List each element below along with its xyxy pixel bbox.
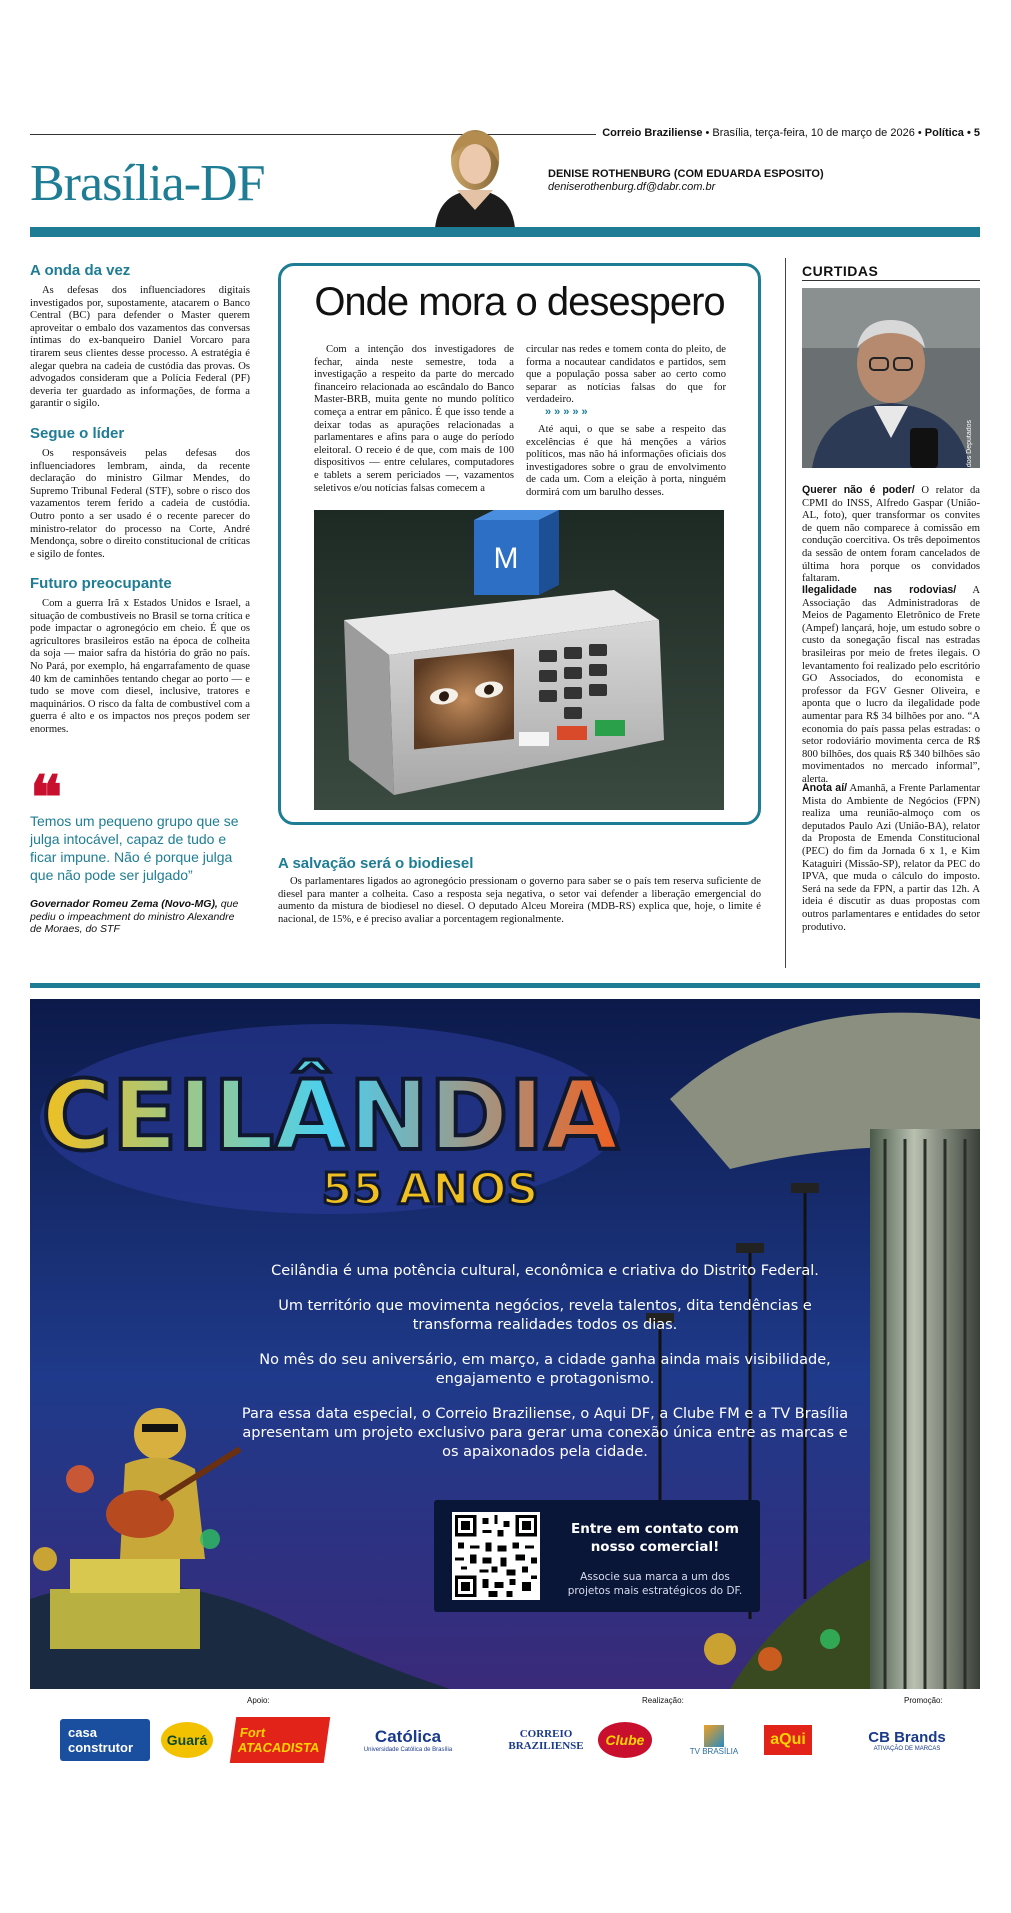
ad-paragraph-2: Um território que movimenta negócios, revela talentos, dita tendências e transforma realidades todos os dias. <box>278 1298 812 1333</box>
main-story-col2b: Até aqui, o que se sabe a respeito das excelências é que há menções a vários políticos, mas não há informações oficiais dos investigadores sobre o grau de envolvimento de cada um. Com a eleição à porta, ninguém dormirá com um barulho desses. <box>526 424 726 498</box>
quote-context: que pediu o impeachment do ministro Alexandre de Moraes, do STF <box>30 898 239 935</box>
logo-clube-text: Clube <box>598 1722 653 1758</box>
note-anota-text: Amanhã, a Frente Parlamentar Mista do Ambiente de Negócios (FPN) realiza uma reunião-almoço com os deputados Paulo Azi (União-BA), relator da Proposta de Emenda Constitucional (PEC) do fim da Jornada 6 x 1, e Kim Kataguiri (Missão-SP), relator da PEC do IPVA, que muda o cálculo do imposto. Será na sede da FPN, a partir das 12h. A ideia é discutir as duas propostas com outros parlamentares e entidades do setor produtivo. <box>802 783 980 933</box>
logo-fort[interactable] <box>236 1718 324 1762</box>
columnist-email[interactable]: deniserothenburg.df@dabr.com.br <box>548 181 716 193</box>
logo-cb-sub: ATIVAÇÃO DE MARCAS <box>873 1745 941 1752</box>
note-querer-head: Querer não é poder/ <box>802 484 915 496</box>
note-ilegalidade-head: Ilegalidade nas rodovias/ <box>802 584 957 596</box>
biodiesel-body: Os parlamentares ligados ao agronegócio pressionam o governo para saber se o país tem reserva suficiente de diesel para manter a colheita. Caso a resposta seja negativa, o setor vai defender a liberação emergencial do aumento da mistura de biodiesel no diesel. O deputado Alceu Moreira (MDB-RS) explica que, hoje, o limite é nacional, de 15%, e é preciso avaliar a porcentagem regionalmente. <box>278 876 761 925</box>
tv-brasilia-icon <box>704 1725 724 1747</box>
main-headline: Onde mora o desespero <box>314 280 725 324</box>
note-ilegalidade-text: A Associação das Administradoras de Meios de Pagamento Eletrônico de Frete (Ampef) lançará, hoje, um estudo sobre o custo da sonegação fiscal nas estradas brasileiras por meio de fretes ilegais. O levantamento foi realizado pelo escritório GO Associados, do economista e professor da FGV Gesner Oliveira, e aponta que o lucro da ilegalidade pode aumentar para R$ 34 bilhões por ano. “A economia do país passa pelas estradas: o setor rodoviário movimenta cerca de R$ 800 bilhões, dos quais R$ 340 bilhões são movimentados no mercado informal”, alerta. <box>802 585 980 785</box>
contact-title: Entre em contato com nosso comercial! <box>571 1521 739 1555</box>
ad-copy <box>240 1262 850 1478</box>
contact-subtitle: Associe sua marca a um dos projetos mais estratégicos do DF. <box>567 1571 743 1597</box>
logo-casa-construtor[interactable] <box>60 1718 150 1762</box>
note-querer <box>802 484 980 586</box>
logo-guara-text: Guará <box>161 1722 213 1758</box>
curtidas-title: CURTIDAS <box>802 263 879 279</box>
ad-paragraph-3: No mês do seu aniversário, em março, a cidade ganha ainda mais visibilidade, engajamento e protagonismo. <box>259 1352 831 1387</box>
note-heading-futuro: Futuro preocupante <box>30 575 172 592</box>
logo-catolica[interactable] <box>356 1718 460 1762</box>
logo-cb-brands[interactable] <box>860 1718 954 1762</box>
note-body-segue: Os responsáveis pelas defesas dos influenciadores lembram, ainda, da recente declaração do ministro Gilmar Mendes, do Supremo Tribunal Federal (STF), sobre o risco dos vazamentos terem ferido a cadeia de custódia. Outro ponto a ser usado é o recente parecer do ministro-relator do processo na Corte, André Mendonça, sobre o direito constitucional de críticas e sigilo de fontes. <box>30 448 250 560</box>
note-anota-head: Anota aí/ <box>802 782 848 794</box>
columnist-name: DENISE ROTHENBURG (COM EDUARDA ESPOSITO) <box>548 168 824 180</box>
columnist-photo <box>415 120 535 228</box>
note-body-onda: As defesas dos influenciadores digitais investigados por, supostamente, atacarem o Banco Central (BC) para defender o Master querem aproveitar o embalo dos vazamentos das conversas íntimas do ex-banqueiro Daniel Vorcaro para tirarem seus clientes desse processo. A estratégia é alegar quebra na cadeia de custódia das provas. Os advogados consideram que a Polícia Federal (PF) deveria ter guardado as informações, de forma a garantir o sigilo. <box>30 285 250 410</box>
logo-aqui-text: aQui <box>764 1725 812 1755</box>
logo-aqui[interactable] <box>758 1718 818 1762</box>
ad-paragraph-1: Ceilândia é uma potência cultural, econômica e criativa do Distrito Federal. <box>271 1263 819 1279</box>
ad-subtitle: 55 ANOS <box>321 1164 539 1215</box>
section-tag: Política • 5 <box>924 127 980 139</box>
mid-accent-bar <box>30 983 980 988</box>
biodiesel-heading: A salvação será o biodiesel <box>278 855 474 872</box>
note-heading-segue: Segue o líder <box>30 425 125 442</box>
top-accent-bar <box>30 227 980 237</box>
logo-correio-text: CORREIO BRAZILIENSE <box>508 1728 584 1752</box>
deputy-photo <box>802 288 980 468</box>
photo-credit: Vinicius Loures/Câmara dos Deputados <box>966 420 973 544</box>
quote-author: Governador Romeu Zema (Novo-MG), <box>30 898 218 910</box>
logo-tv-brasilia[interactable] <box>684 1718 744 1762</box>
svg-text:M: M <box>493 542 519 575</box>
label-realizacao: Realização: <box>642 1696 684 1705</box>
logo-correio[interactable] <box>508 1718 584 1762</box>
logo-casa-text: casa construtor <box>60 1719 150 1761</box>
main-story-col2a: circular nas redes e tomem conta do pleito, de forma a nocautear candidatos e partidos, sem que a população possa saber ao certo como separar as notícias falsas do que for verdadeiro. <box>526 344 726 406</box>
quote-source <box>30 898 245 936</box>
logo-fort-text: Fort ATACADISTA <box>230 1717 330 1763</box>
newspaper-name: Correio Braziliense <box>602 127 703 139</box>
section-arrows: »»»»» <box>545 406 591 418</box>
logo-tv-text: TV BRASÍLIA <box>689 1746 739 1756</box>
note-querer-text: O relator da CPMI do INSS, Alfredo Gaspar (União-AL, foto), quer transformar os convites de quem não comparece à comissão em condução coercitiva. Os três depoimentos da sessão de ontem foram cancelados de última hora porque os convidados faltaram. <box>802 485 980 585</box>
voting-machine-illustration <box>314 510 724 810</box>
date-line: • Brasília, terça-feira, 10 de março de 2026 • <box>705 127 922 139</box>
logo-catolica-sub: Universidade Católica de Brasília <box>363 1747 453 1753</box>
logo-cb-text: CB Brands <box>868 1728 946 1746</box>
pull-quote: Temos um pequeno grupo que se julga intocável, capaz de tudo e ficar impune. Não é porque julga que não pode ser julgado” <box>30 813 239 883</box>
logo-clube[interactable] <box>592 1718 658 1762</box>
note-anota <box>802 782 980 934</box>
ad-title: CEILÂNDIA <box>41 1060 619 1172</box>
qr-code-icon[interactable] <box>447 1512 545 1600</box>
folio-line <box>596 127 980 139</box>
label-apoio: Apoio: <box>247 1696 270 1705</box>
note-heading-onda: A onda da vez <box>30 262 131 279</box>
note-ilegalidade <box>802 584 980 787</box>
column-divider <box>785 258 786 968</box>
section-title: Brasília-DF <box>30 155 265 212</box>
logo-guara[interactable] <box>156 1718 218 1762</box>
note-body-futuro: Com a guerra Irã x Estados Unidos e Israel, a situação de combustíveis no Brasil se torna crítica e pode impactar o agronegócio em cheio. É que os agricultores brasileiros estão na época de colheita da soja — maior safra da história do grão no país. No Pará, por exemplo, há engarrafamento de quase 40 km de caminhões tentando chegar ao porto — e tudo se move com diesel, inclusive, tratores e maquinários. O risco da falta de combustível com a guerra é alto e os impactos nos preços podem ser enormes. <box>30 598 250 735</box>
label-promocao: Promoção: <box>904 1696 943 1705</box>
main-story-col1: Com a intenção dos investigadores de fechar, ainda neste semestre, toda a investigação a respeito da parte do mercado financeiro relacionada ao escândalo do Banco Master-BRB, muita gente no mundo político começa a entrar em pânico. É que isso tende a deixar todas as apurações relacionadas a parlamentares e afins para o auge do período eleitoral. O receio é de que, com mais de 100 dispositivos — entre celulares, computadores e tablets a serem periciados —, vazamentos seletivos e/ou notícias falsas comecem a <box>314 344 514 494</box>
quote-mark-icon: ❝ <box>30 765 63 831</box>
ad-paragraph-4: Para essa data especial, o Correio Braziliense, o Aqui DF, a Clube FM e a TV Brasília apresentam um projeto exclusivo para gerar uma conexão única entre as marcas e os apaixonados pela cidade. <box>241 1406 849 1460</box>
curtidas-rule <box>802 280 980 281</box>
logo-catolica-text: Católica <box>374 1727 442 1746</box>
